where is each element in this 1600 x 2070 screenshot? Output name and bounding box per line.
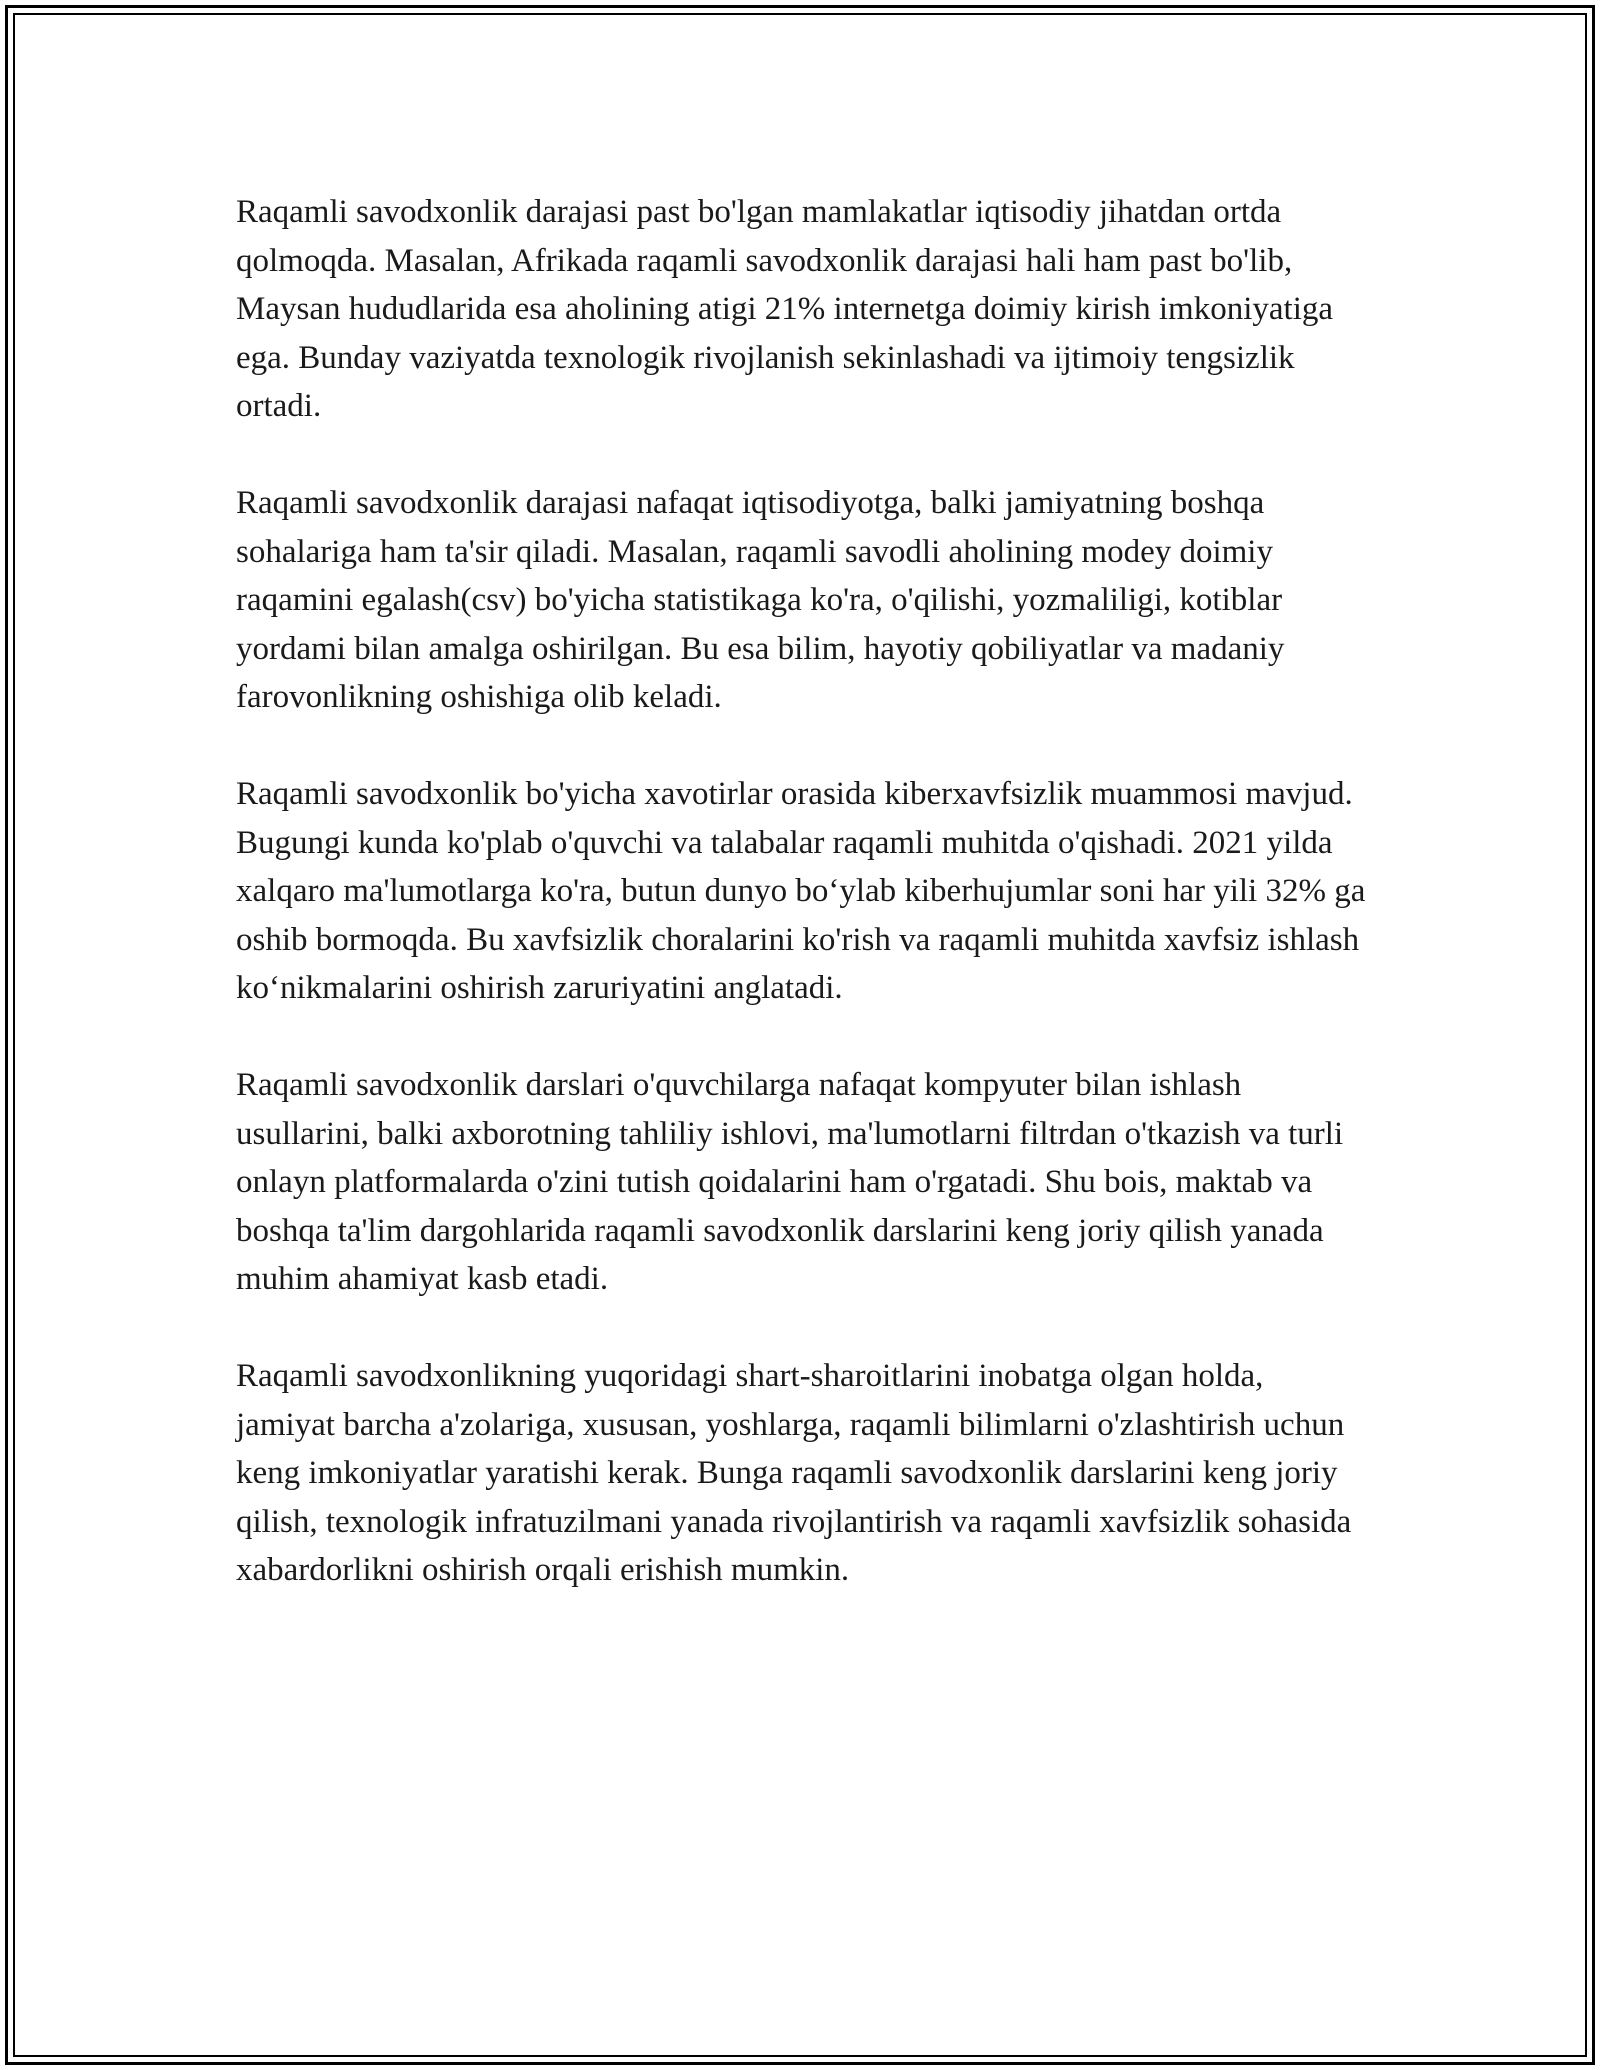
paragraph-1: Raqamli savodxonlik darajasi past bo'lgan mamlakatlar iqtisodiy jihatdan ortda qolmoqda. Masalan, Afrikada raqamli savodxonlik darajasi hali ham past bo'lib, Maysan hududlarida esa aholining atigi 21% internetga doimiy kirish imkoniyatiga ega. Bunday vaziyatda texnologik rivojlanish sekinlashadi va ijtimoiy tengsizlik ortadi. — [236, 194, 1334, 424]
paragraph-2: Raqamli savodxonlik darajasi nafaqat iqtisodiyotga, balki jamiyatning boshqa sohalariga ham ta'sir qiladi. Masalan, raqamli savodli aholining modey doimiy raqamini egalash(csv) bo'yicha statistikaga ko'ra, o'qilishi, yozmaliligi, kotiblar yordami bilan amalga oshirilgan. Bu esa bilim, hayotiy qobiliyatlar va madaniy farovonlikning oshishiga olib keladi. — [236, 485, 1285, 715]
document-body — [236, 188, 1366, 1595]
paragraph-3: Raqamli savodxonlik bo'yicha xavotirlar orasida kiberxavfsizlik muammosi mavjud. Bugungi kunda ko'plab o'quvchi va talabalar raqamli muhitda o'qishadi. 2021 yilda xalqaro ma'lumotlarga ko'ra, butun dunyo bo‘ylab kiberhujumlar soni har yili 32% ga oshib bormoqda. Bu xavfsizlik choralarini ko'rish va raqamli muhitda xavfsiz ishlash ko‘nikmalarini oshirish zaruriyatini anglatadi. — [236, 776, 1366, 1006]
paragraph-5: Raqamli savodxonlikning yuqoridagi shart-sharoitlarini inobatga olgan holda, jamiyat barcha a'zolariga, xususan, yoshlarga, raqamli bilimlarni o'zlashtirish uchun keng imkoniyatlar yaratishi kerak. Bunga raqamli savodxonlik darslarini keng joriy qilish, texnologik infratuzilmani yanada rivojlantirish va raqamli xavfsizlik sohasida xabardorlikni oshirish orqali erishish mumkin. — [236, 1358, 1352, 1588]
paragraph-4: Raqamli savodxonlik darslari o'quvchilarga nafaqat kompyuter bilan ishlash usullarini, balki axborotning tahliliy ishlovi, ma'lumotlarni filtrdan o'tkazish va turli onlayn platformalarda o'zini tutish qoidalarini ham o'rgatadi. Shu bois, maktab va boshqa ta'lim dargohlarida raqamli savodxonlik darslarini keng joriy qilish yanada muhim ahamiyat kasb etadi. — [236, 1067, 1344, 1297]
